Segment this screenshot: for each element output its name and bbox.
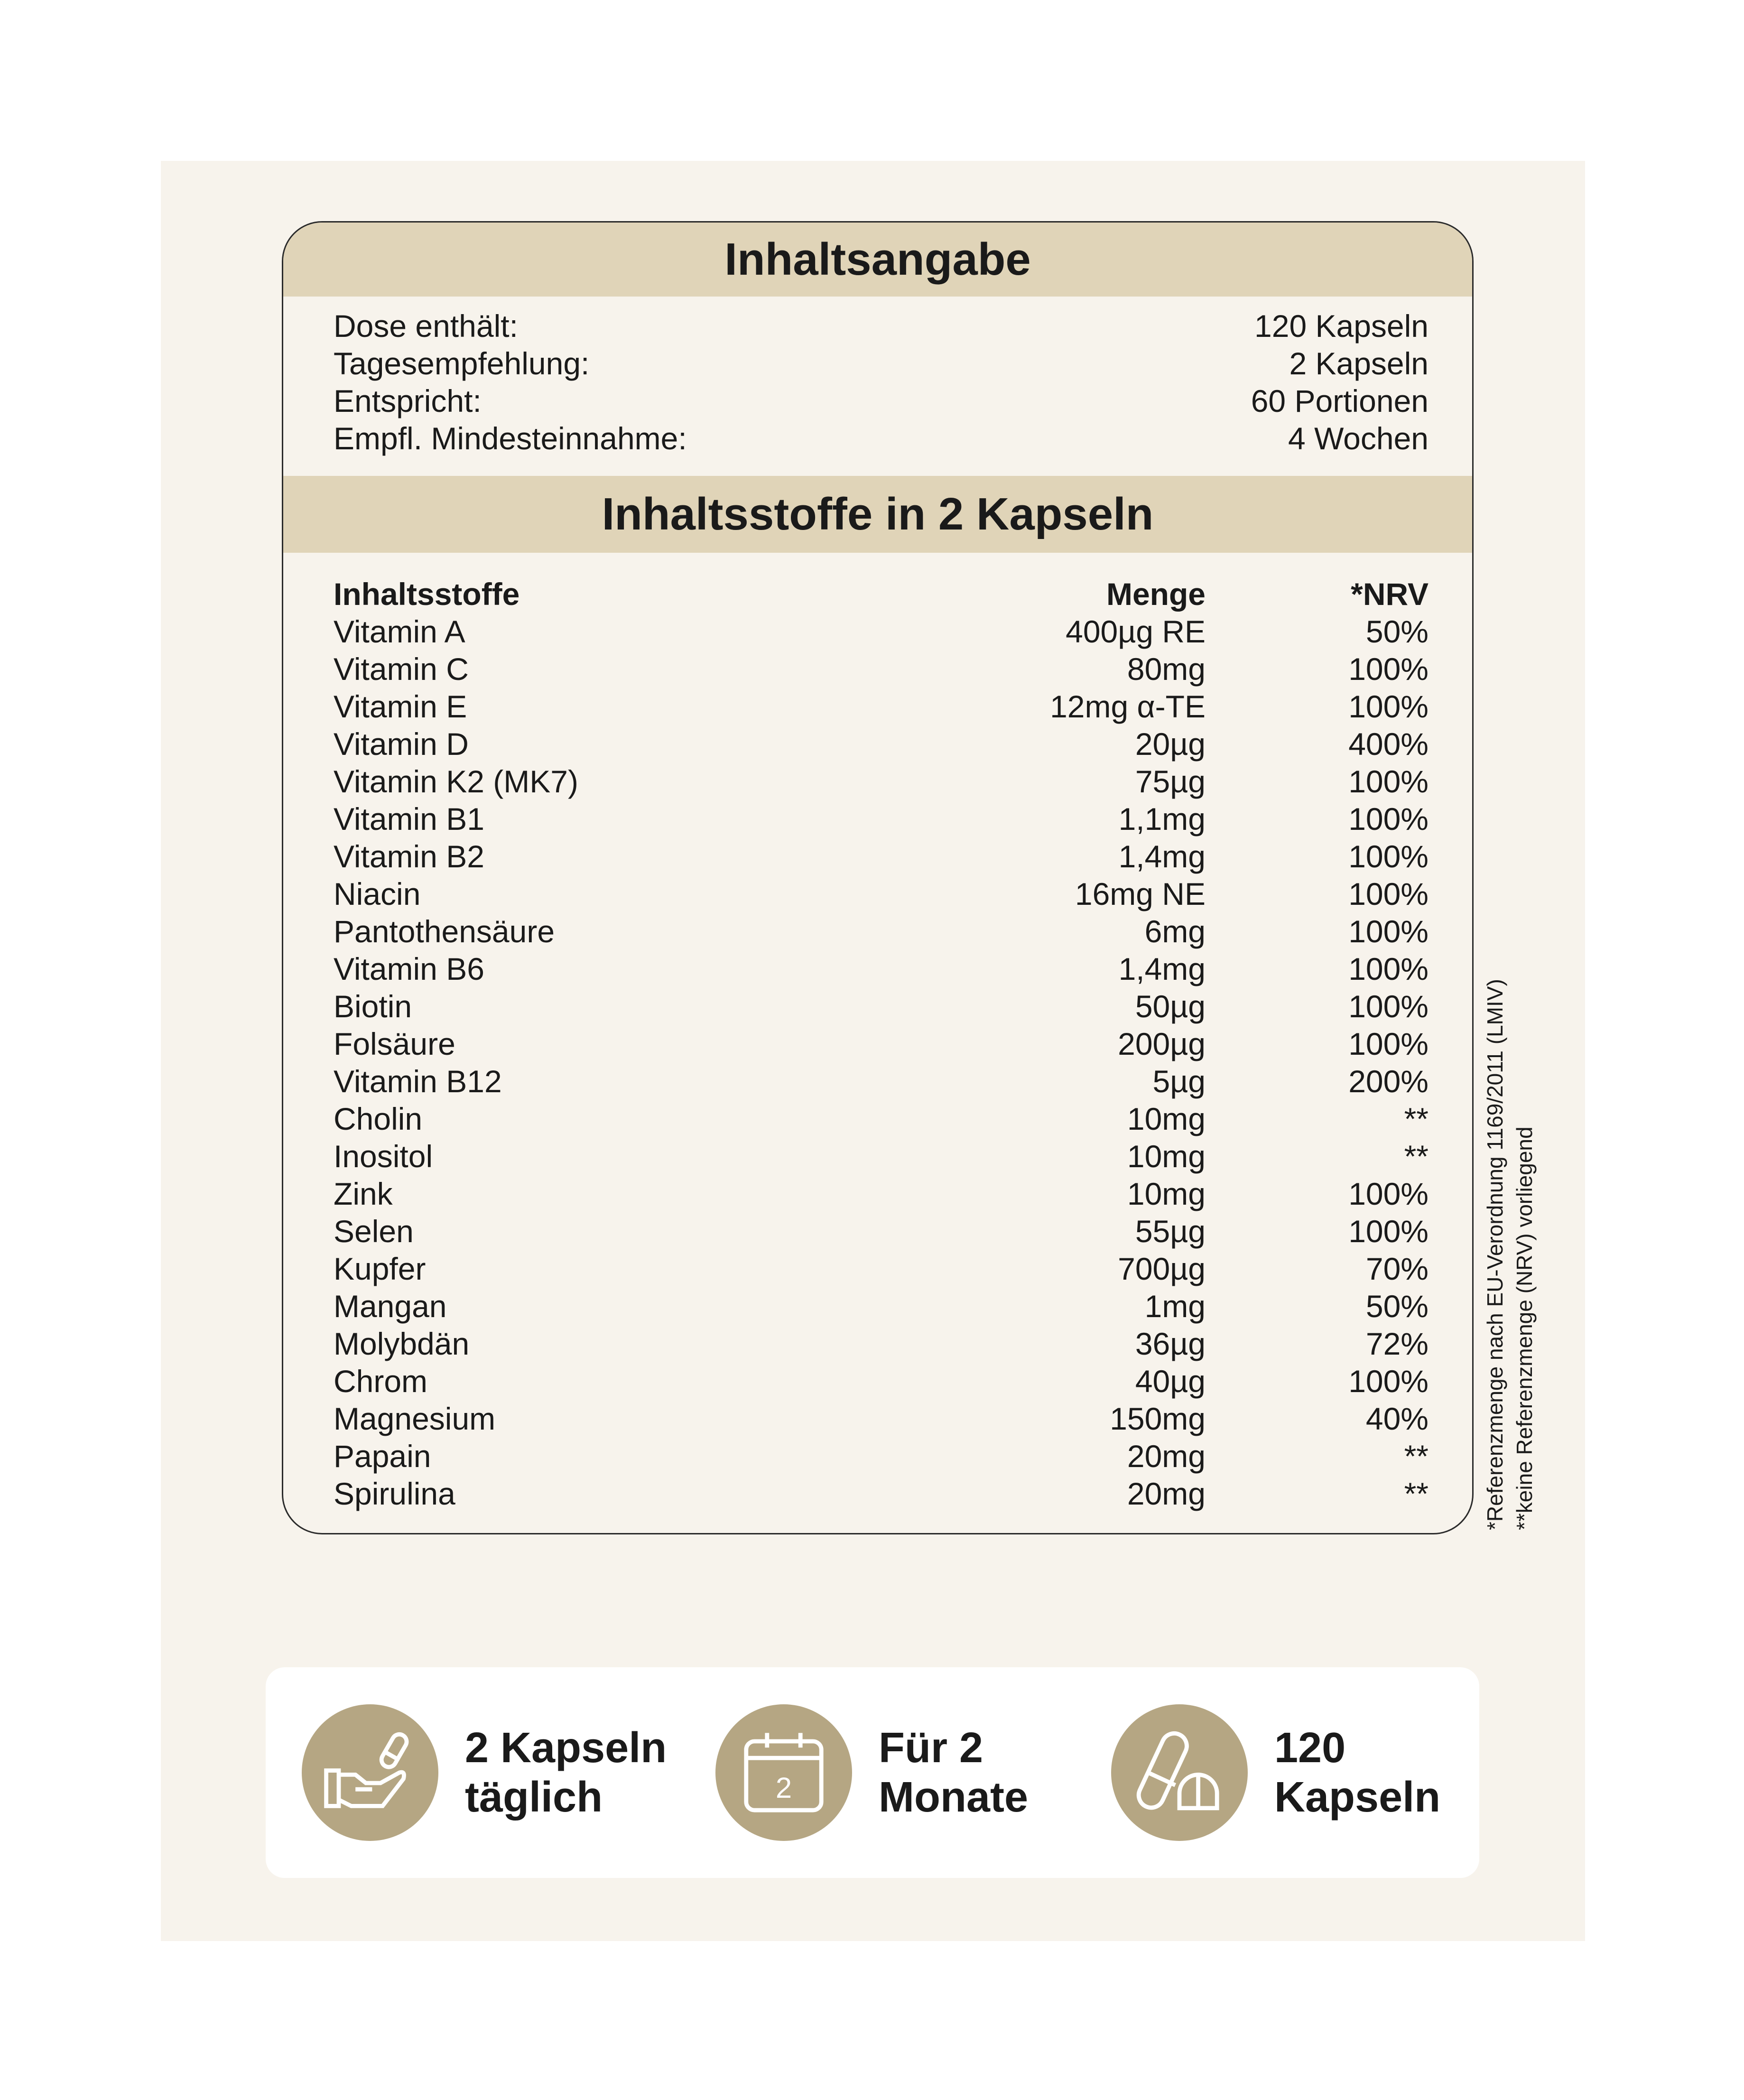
info-value: 60 Portionen — [1251, 383, 1429, 418]
ingredient-amount: 10mg — [1127, 1176, 1206, 1211]
column-header-name: Inhaltsstoffe — [334, 576, 520, 612]
features-bar — [266, 1667, 1479, 1878]
ingredient-name: Spirulina — [334, 1476, 455, 1511]
ingredient-amount: 1mg — [1144, 1288, 1206, 1324]
ingredient-amount: 16mg NE — [1075, 876, 1206, 911]
ingredient-amount: 1,4mg — [1118, 951, 1206, 986]
ingredient-name: Kupfer — [334, 1251, 426, 1286]
ingredient-nrv: 100% — [1348, 1213, 1429, 1249]
feature-duration — [715, 1667, 1028, 1878]
ingredient-amount: 1,4mg — [1118, 838, 1206, 874]
feature-line: 120 — [1274, 1724, 1346, 1772]
feature-line: Monate — [879, 1774, 1028, 1821]
ingredient-nrv: 100% — [1348, 838, 1429, 874]
table-row — [334, 650, 1429, 688]
header-title: Inhaltsangabe — [283, 223, 1472, 297]
ingredient-name: Zink — [334, 1176, 393, 1211]
ingredient-amount: 400µg RE — [1066, 613, 1206, 649]
table-row — [334, 762, 1429, 800]
ingredient-amount: 10mg — [1127, 1101, 1206, 1136]
column-header-nrv: *NRV — [1351, 576, 1429, 612]
table-row — [334, 613, 1429, 650]
footnotes — [1480, 979, 1539, 1530]
ingredient-name: Chrom — [334, 1363, 428, 1399]
ingredient-amount: 20mg — [1127, 1476, 1206, 1511]
table-row — [334, 688, 1429, 725]
ingredient-amount: 150mg — [1110, 1401, 1206, 1436]
feature-line: Kapseln — [1274, 1774, 1441, 1821]
ingredient-nrv: ** — [1404, 1101, 1429, 1136]
footnote-no-nrv: **keine Referenzmenge (NRV) vorliegend — [1512, 1126, 1537, 1530]
ingredient-amount: 20mg — [1127, 1438, 1206, 1474]
ingredients-table — [334, 575, 1429, 1512]
column-header-amount: Menge — [1106, 576, 1206, 612]
hand-capsule-icon — [302, 1704, 438, 1841]
ingredient-nrv: 50% — [1365, 613, 1429, 649]
ingredient-amount: 36µg — [1135, 1326, 1206, 1361]
table-row — [334, 1137, 1429, 1175]
ingredient-name: Niacin — [334, 876, 421, 911]
info-row — [334, 382, 1429, 419]
table-row — [334, 1175, 1429, 1212]
info-label: Entspricht: — [334, 383, 482, 418]
info-label: Empfl. Mindesteinnahme: — [334, 420, 687, 456]
table-row — [334, 1250, 1429, 1287]
nutrition-table-card — [282, 221, 1474, 1534]
ingredient-name: Selen — [334, 1213, 414, 1249]
ingredient-nrv: 100% — [1348, 951, 1429, 986]
ingredient-nrv: 50% — [1365, 1288, 1429, 1324]
ingredient-name: Vitamin B2 — [334, 838, 484, 874]
table-row — [334, 1475, 1429, 1512]
footnote-nrv: *Referenzmenge nach EU-Verordnung 1169/2011 (LMIV) — [1483, 979, 1507, 1530]
table-row — [334, 1025, 1429, 1062]
table-row — [334, 1362, 1429, 1400]
ingredient-amount: 20µg — [1135, 726, 1206, 762]
ingredient-nrv: 70% — [1365, 1251, 1429, 1286]
ingredient-amount: 40µg — [1135, 1363, 1206, 1399]
ingredient-nrv: 100% — [1348, 1363, 1429, 1399]
info-label: Dose enthält: — [334, 308, 518, 344]
table-row — [334, 1062, 1429, 1100]
table-row — [334, 1100, 1429, 1137]
feature-line: täglich — [465, 1774, 603, 1821]
info-row — [334, 344, 1429, 382]
ingredient-nrv: 100% — [1348, 988, 1429, 1024]
ingredient-nrv: 72% — [1365, 1326, 1429, 1361]
info-list — [334, 307, 1429, 457]
table-row — [334, 1400, 1429, 1437]
ingredient-nrv: ** — [1404, 1138, 1429, 1174]
table-header — [334, 575, 1429, 613]
ingredient-name: Folsäure — [334, 1026, 455, 1061]
info-value: 4 Wochen — [1288, 420, 1429, 456]
info-row — [334, 419, 1429, 457]
ingredient-amount: 1,1mg — [1118, 801, 1206, 836]
feature-line: 2 Kapseln — [465, 1724, 667, 1772]
ingredients-title: Inhaltsstoffe in 2 Kapseln — [283, 476, 1472, 553]
ingredient-name: Inositol — [334, 1138, 433, 1174]
ingredient-nrv: 100% — [1348, 688, 1429, 724]
ingredient-nrv: 100% — [1348, 876, 1429, 911]
ingredient-nrv: 100% — [1348, 763, 1429, 799]
ingredient-name: Molybdän — [334, 1326, 470, 1361]
ingredient-nrv: 100% — [1348, 1176, 1429, 1211]
ingredient-amount: 50µg — [1135, 988, 1206, 1024]
info-value: 2 Kapseln — [1289, 345, 1429, 381]
ingredient-nrv: 400% — [1348, 726, 1429, 762]
table-row — [334, 1437, 1429, 1475]
table-row — [334, 837, 1429, 875]
capsules-icon — [1111, 1704, 1248, 1841]
table-row — [334, 950, 1429, 987]
ingredient-name: Vitamin D — [334, 726, 469, 762]
calendar-number: 2 — [775, 1771, 792, 1804]
ingredient-name: Vitamin E — [334, 688, 467, 724]
ingredient-name: Cholin — [334, 1101, 423, 1136]
ingredient-name: Vitamin K2 (MK7) — [334, 763, 578, 799]
ingredient-nrv: ** — [1404, 1476, 1429, 1511]
ingredient-amount: 75µg — [1135, 763, 1206, 799]
ingredient-nrv: 200% — [1348, 1063, 1429, 1099]
table-row — [334, 1212, 1429, 1250]
table-row — [334, 1287, 1429, 1325]
info-value: 120 Kapseln — [1254, 308, 1429, 344]
ingredient-name: Vitamin B6 — [334, 951, 484, 986]
ingredient-name: Biotin — [334, 988, 412, 1024]
ingredient-name: Vitamin A — [334, 613, 465, 649]
ingredient-amount: 700µg — [1118, 1251, 1206, 1286]
ingredient-nrv: 100% — [1348, 651, 1429, 687]
ingredient-nrv: 100% — [1348, 913, 1429, 949]
info-row — [334, 307, 1429, 344]
ingredient-amount: 5µg — [1152, 1063, 1206, 1099]
ingredient-name: Pantothensäure — [334, 913, 555, 949]
ingredient-name: Mangan — [334, 1288, 447, 1324]
ingredient-nrv: 100% — [1348, 1026, 1429, 1061]
table-row — [334, 800, 1429, 837]
ingredient-amount: 55µg — [1135, 1213, 1206, 1249]
feature-capsule-count — [1111, 1667, 1440, 1878]
ingredient-amount: 6mg — [1144, 913, 1206, 949]
ingredient-name: Vitamin B1 — [334, 801, 484, 836]
feature-daily-dose — [302, 1667, 667, 1878]
ingredient-name: Vitamin B12 — [334, 1063, 502, 1099]
ingredient-nrv: 40% — [1365, 1401, 1429, 1436]
calendar-icon — [715, 1704, 852, 1841]
table-row — [334, 987, 1429, 1025]
table-row — [334, 1325, 1429, 1362]
feature-line: Für 2 — [879, 1724, 983, 1772]
ingredient-nrv: 100% — [1348, 801, 1429, 836]
ingredient-name: Papain — [334, 1438, 431, 1474]
table-row — [334, 725, 1429, 762]
info-label: Tagesempfehlung: — [334, 345, 590, 381]
ingredient-amount: 10mg — [1127, 1138, 1206, 1174]
ingredient-amount: 12mg α-TE — [1050, 688, 1206, 724]
ingredient-amount: 80mg — [1127, 651, 1206, 687]
table-row — [334, 912, 1429, 950]
table-row — [334, 875, 1429, 912]
ingredient-amount: 200µg — [1118, 1026, 1206, 1061]
ingredient-name: Magnesium — [334, 1401, 496, 1436]
ingredient-name: Vitamin C — [334, 651, 469, 687]
ingredient-nrv: ** — [1404, 1438, 1429, 1474]
